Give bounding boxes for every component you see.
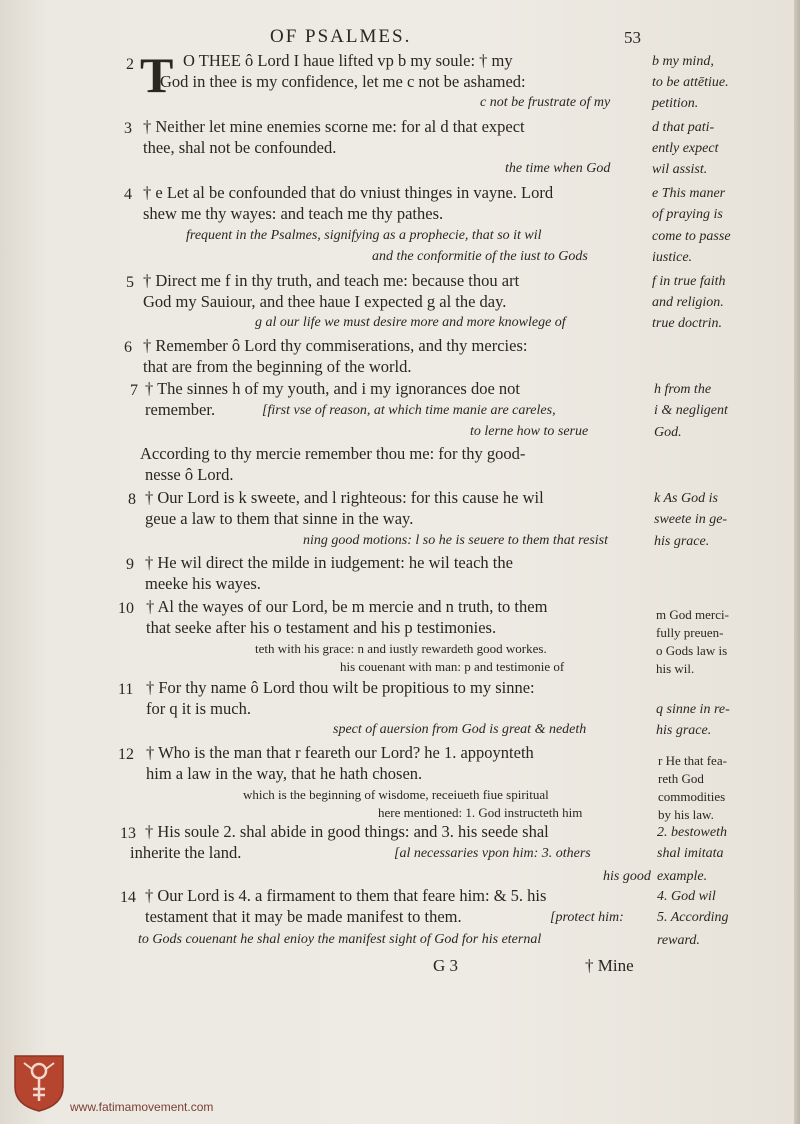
verse-number: 10	[118, 600, 134, 617]
margin-note: fully preuen-	[656, 625, 724, 640]
footnote-line: g al our life we must desire more and more knowlege of	[255, 315, 566, 330]
margin-note: and religion.	[652, 295, 724, 310]
footnote-line: [protect him:	[550, 910, 624, 925]
running-title: OF PSALMES.	[270, 26, 412, 47]
seal-logo-icon	[12, 1053, 66, 1113]
footnote-line: c not be frustrate of my	[480, 95, 611, 110]
verse-line: that seeke after his o testament and his p testimonies.	[146, 618, 497, 637]
margin-note: o Gods law is	[656, 643, 728, 658]
verse-line: God in thee is my confidence, let me c not be ashamed:	[160, 72, 526, 91]
verse-number: 7	[130, 382, 138, 399]
footnote-line: his good	[603, 869, 651, 884]
footnote-line: spect of auersion from God is great & nedeth	[333, 722, 587, 737]
verse-line: † He wil direct the milde in iudgement: he wil teach the	[145, 553, 513, 572]
verse-line: God my Sauiour, and thee haue I expected g al the day.	[143, 292, 507, 311]
gloss-line: here mentioned: 1. God instructeth him	[378, 805, 583, 820]
margin-note: 4. God wil	[657, 889, 716, 904]
margin-note: iustice.	[652, 250, 693, 265]
margin-note: true doctrin.	[652, 316, 722, 331]
margin-note: commodities	[658, 789, 726, 804]
margin-note: k As God is	[654, 491, 718, 506]
margin-note: come to passe	[652, 229, 731, 244]
verse-number: 14	[120, 889, 136, 906]
verse-line: geue a law to them that sinne in the way.	[145, 509, 414, 528]
margin-note: 5. According	[657, 910, 729, 925]
margin-note: his grace.	[656, 723, 712, 738]
footnote-line: ning good motions: l so he is seuere to them that resist	[303, 533, 608, 548]
verse-line: † Neither let mine enemies scorne me: for al d that expect	[143, 117, 525, 136]
verse-line: According to thy mercie remember thou me: for thy good-	[140, 444, 526, 463]
margin-note: f in true faith	[652, 274, 726, 289]
verse-number: 13	[120, 825, 136, 842]
verse-number: 9	[126, 556, 134, 573]
margin-note: example.	[657, 869, 708, 884]
footnote-line: frequent in the Psalmes, signifying as a prophecie, that so it wil	[186, 228, 542, 243]
margin-note: sweete in ge-	[654, 512, 728, 527]
margin-note: his wil.	[656, 661, 695, 676]
verse-number: 11	[118, 681, 134, 698]
verse-line: † The sinnes h of my youth, and i my ignorances doe not	[145, 379, 521, 398]
verse-line: † e Let al be confounded that do vniust thinges in vayne. Lord	[143, 183, 554, 202]
margin-note: shal imitata	[657, 846, 724, 861]
margin-note: 2. bestoweth	[657, 825, 727, 840]
margin-note: m God merci-	[656, 607, 729, 622]
folio-number: 53	[624, 28, 641, 47]
watermark-url: www.fatimamovement.com	[70, 1100, 214, 1114]
verse-line: inherite the land.	[130, 843, 242, 862]
signature-mark: G 3	[433, 956, 459, 975]
verse-line: thee, shal not be confounded.	[143, 138, 337, 157]
verse-line: meeke his wayes.	[145, 574, 261, 593]
verse-line: testament that it may be made manifest to them.	[145, 907, 462, 926]
verse-line: that are from the beginning of the world.	[143, 357, 412, 376]
gloss-line: which is the beginning of wisdome, receiueth fiue spiritual	[243, 787, 549, 802]
margin-note: of praying is	[652, 207, 723, 222]
margin-note: wil assist.	[652, 162, 708, 177]
verse-line: † Remember ô Lord thy commiserations, and thy mercies:	[143, 336, 528, 355]
verse-line: remember.	[145, 400, 216, 419]
footnote-line: the time when God	[505, 161, 611, 176]
margin-note: ently expect	[652, 141, 719, 156]
drop-capital: T	[140, 47, 174, 103]
verse-number: 8	[128, 491, 136, 508]
margin-note: b my mind,	[652, 54, 714, 69]
verse-line: † Who is the man that r feareth our Lord? he 1. appoynteth	[146, 743, 534, 762]
verse-line: † For thy name ô Lord thou wilt be propitious to my sinne:	[146, 678, 535, 697]
verse-line: † Direct me f in thy truth, and teach me: because thou art	[143, 271, 520, 290]
margin-note: by his law.	[658, 807, 714, 822]
margin-note: h from the	[654, 382, 712, 397]
page-edge	[794, 0, 800, 1124]
footnote-line: and the conformitie of the iust to Gods	[372, 249, 588, 264]
margin-note: God.	[654, 425, 682, 440]
margin-note: reward.	[657, 933, 700, 948]
verse-line: him a law in the way, that he hath chosen.	[146, 764, 423, 783]
footnote-line: to Gods couenant he shal enioy the manifest sight of God for his eternal	[138, 932, 542, 947]
gloss-line: his couenant with man: p and testimonie of	[340, 659, 565, 674]
margin-note: petition.	[652, 96, 699, 111]
verse-line: for q it is much.	[146, 699, 251, 718]
verse-line: nesse ô Lord.	[145, 465, 234, 484]
margin-note: r He that fea-	[658, 753, 727, 768]
margin-note: i & negligent	[654, 403, 728, 418]
footnote-line: [first vse of reason, at which time manie are careles,	[262, 403, 556, 418]
verse-line: † His soule 2. shal abide in good things: and 3. his seede shal	[145, 822, 549, 841]
margin-note: his grace.	[654, 534, 710, 549]
verse-number: 2	[126, 56, 134, 73]
margin-note: reth God	[658, 771, 704, 786]
margin-note: to be attētiue.	[652, 75, 729, 90]
verse-number: 5	[126, 274, 134, 291]
verse-line: O THEE ô Lord I haue lifted vp b my soule: † my	[183, 51, 513, 70]
catchword: † Mine	[585, 956, 634, 975]
verse-number: 4	[124, 186, 132, 203]
verse-line: † Our Lord is 4. a firmament to them that feare him: & 5. his	[145, 886, 547, 905]
footnote-line: [al necessaries vpon him: 3. others	[394, 846, 591, 861]
verse-number: 3	[124, 120, 132, 137]
verse-line: † Our Lord is k sweete, and l righteous: for this cause he wil	[145, 488, 544, 507]
verse-line: † Al the wayes of our Lord, be m mercie and n truth, to them	[146, 597, 548, 616]
verse-number: 12	[118, 746, 134, 763]
margin-note: d that pati-	[652, 120, 715, 135]
verse-number: 6	[124, 339, 132, 356]
gloss-line: teth with his grace: n and iustly rewardeth good workes.	[255, 641, 547, 656]
margin-note: q sinne in re-	[656, 702, 730, 717]
footnote-line: to lerne how to serue	[470, 424, 589, 439]
margin-note: e This maner	[652, 186, 726, 201]
verse-line: shew me thy wayes: and teach me thy pathes.	[143, 204, 444, 223]
